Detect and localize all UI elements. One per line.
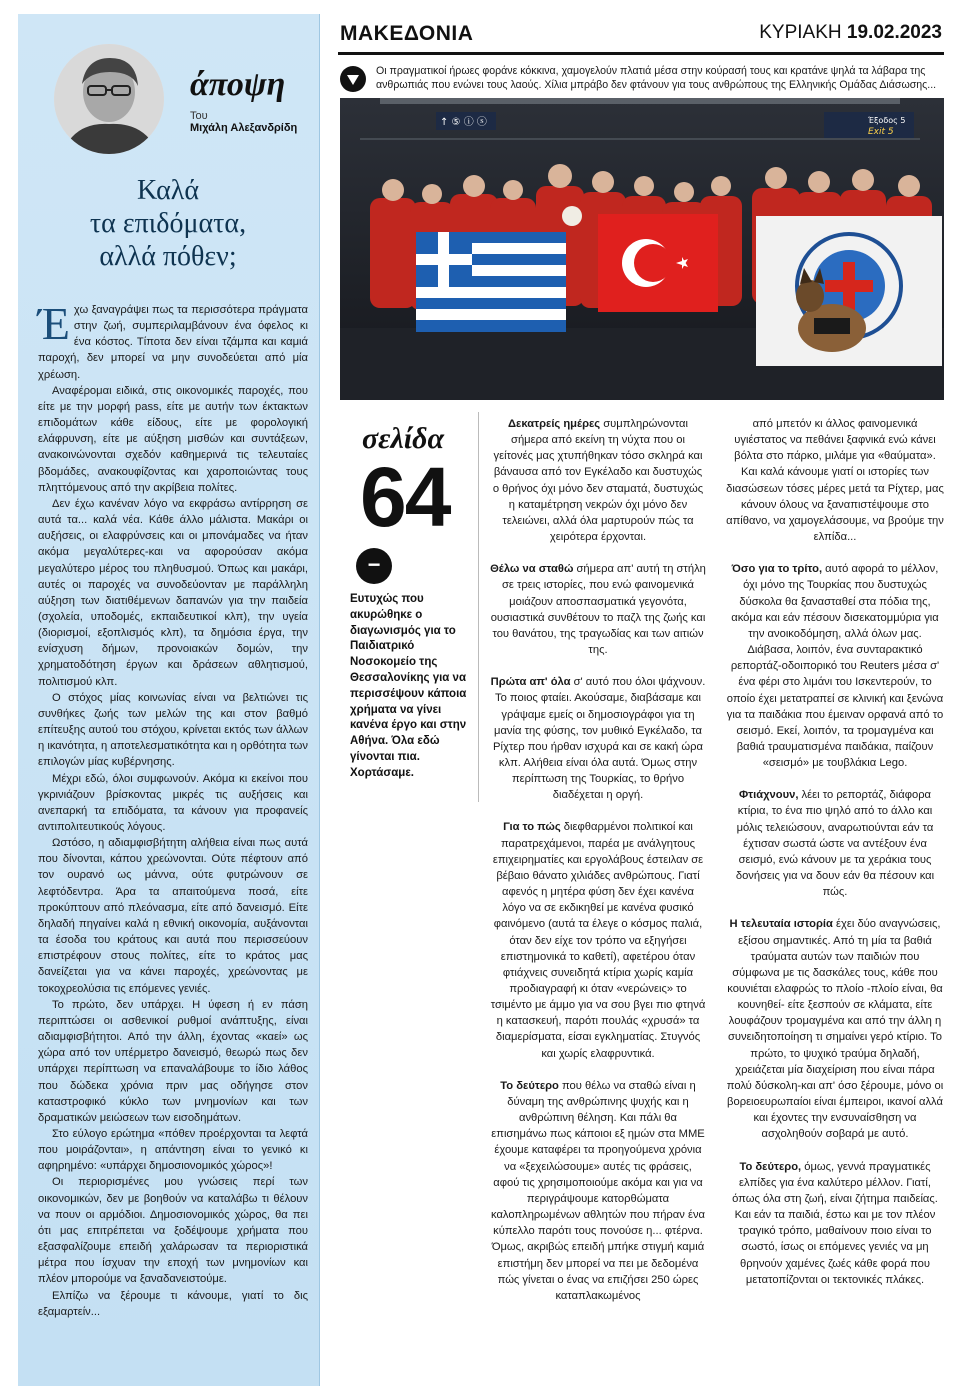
opinion-paragraph: Ελπίζω να ξέρουμε τι κάνουμε, γιατί το δις εξαμαρτείν... xyxy=(38,1289,308,1318)
article-paragraph: Πρώτα απ' όλα σ' αυτό που όλοι ψάχνουν. Το ποιος φταίει. Ακούσαμε, διαβάσαμε και γράψαμε εμείς οι δημοσιογράφοι για τη μανία της φύσης, τον μυθικό Εγκέλαδο, τα Ρίχτερ που ήρθαν ισχυρά και σε κακή ώρα κλπ. Αλήθεια είναι όλα αυτά. Όμως στην περίπτωση της Τουρκίας, το θρήνο διαδέχεται η οργή. xyxy=(490,676,706,802)
minus-icon: − xyxy=(356,548,392,584)
article-column-b xyxy=(726,416,944,1304)
issue-date xyxy=(759,22,942,44)
pull-quote-text: Ευτυχώς που ακυρώθηκε ο διαγωνισμός για το Παιδιατρικό Νοσοκομείο της Θεσσαλονίκης για να περισσέψουν κάποια χρήματα να γίνει κανένα έργο και στην Αθήνα. Όλα εδώ γίνονται πια. Χορτάσαμε. xyxy=(350,593,467,779)
greek-flag xyxy=(416,232,566,332)
opinion-column xyxy=(18,14,320,1386)
newspaper-masthead: ΜΑΚΕΔΟΝΙΑ xyxy=(340,22,474,45)
sign-left: ↑ ⑤ ⓘ ⓢ xyxy=(440,117,487,128)
author-photo-icon xyxy=(54,44,164,154)
section-label: άποψη xyxy=(190,66,286,103)
pull-quote-number: 64 xyxy=(360,450,450,544)
opinion-paragraph: Ωστόσο, η αδιαμφισβήτητη αλήθεια είναι πως αυτά που δίνονται, κάπου χρεώνονται. Ούτε πέφτουν από τον ουρανό ως μάννα, ούτε φυτρώνουν σε λεφτόδεντρα. Άρα τα απαιτούμενα ποσά, είτε προκύπτουν από πλεόνασμα, είτε από δανεισμό. Είτε δηλαδή πηγαίνει καλά η εθνική οικονομία, αυξάνονται τα έσοδα του κράτους και αυτά που περισσεύουν επιστρέφουν στους πολίτες, είτε το κράτος μας δανείζεται για να κάνει παροχές, χρεώνοντας με τοκοχρεολύσια τις επόμενες γενιές. xyxy=(38,837,308,995)
issue-date-value: 19.02.2023 xyxy=(846,22,942,43)
turkish-flag xyxy=(598,214,718,312)
pull-quote-label: σελίδα xyxy=(362,422,445,455)
pull-quote xyxy=(340,412,472,802)
sign-right-en: Exit 5 xyxy=(868,127,894,137)
opinion-body xyxy=(38,298,308,1320)
opinion-paragraph: Δεν έχω κανέναν λόγο να εκφράσω αντίρρηση σε αυτά τα... καλά νέα. Κάθε άλλο μάλιστα. Μακάρι οι αυξήσεις, οι ελαφρύνσεις και οι μπονάμαδες να ήταν ακόμα μεγαλύτερες-και να αφορούσαν ακόμα μεγαλύτερο μέρος του πληθυσμού. Όπως και μακάρι, αυτές οι παροχές να συνοδεύονταν με παράλληλη αύξηση των διατιθέμενων δαπανών για την παιδεία (σχολεία, υποδομές, εκπαιδευτικοί κλπ), την υγεία (διορισμοί, εξοπλισμός κλπ), τα δημόσια έργα, την ενίσχυση δήμων, προνοιακών δομών, την χρηματοδότηση έργων και δράσεων αθλητισμού, πολιτισμού κλπ. xyxy=(38,497,308,688)
author-prefix: Του xyxy=(190,110,208,122)
author-portrait xyxy=(54,44,164,154)
article-paragraph: Θέλω να σταθώ σήμερα απ' αυτή τη στήλη σε τρεις ιστορίες, που ενώ φαινομενικά μοιάζουν αποσπασματικά γεγονότα, ουσιαστικά συνθέτουν το παζλ της ζωής και του θανάτου, της τραγωδίας και των αιτιών της. xyxy=(490,563,706,657)
opinion-paragraph: Ο στόχος μίας κοινωνίας είναι να βελτιώνει τις συνθήκες ζωής των μελών της και στον βαθμό επίτευξης αυτού του στόχου, κρίνεται εκτός των άλλων η ικανότητα, η αποτελεσματικότητα και η ορθότητα των επιλογών μίας κυβέρνησης. xyxy=(38,691,308,769)
author-name: Μιχάλη Αλεξανδρίδη xyxy=(190,122,298,134)
article-paragraph: Το δεύτερο που θέλω να σταθώ είναι η δύναμη της ανθρώπινης ψυχής και η ανθρώπινη θέληση. Και πάλι θα επισημάνω πως κάποιοι εξ ημών στα ΜΜΕ έχουμε καταφέρει τα προηγούμενα χρόνια να «ξεχειλώσουμε» αυτές τις φράσεις, αφού τις χρησιμοποιούμε ακόμα και για να περιγράψουμε κατορθώματα καλοπληρωμένων αθλητών που πήραν ένα κύπελλο παρότι τους πονούσε η... φτέρνα. Όμως, ακριβώς επειδή μπήκε στιγμή καμιά επιστήμη δεν μπορεί να πει με δεδομένα πώς γίνεται ο ένας να επιζήσει 250 ώρες καταπλακωμένος xyxy=(490,1079,706,1302)
rescue-team-photo-illustration xyxy=(340,98,944,400)
article-column-a xyxy=(490,416,706,1320)
opinion-paragraph: Οι περιορισμένες μου γνώσεις περί των οικονομικών, δεν με βοηθούν να καταλάβω τι θέλουν να πουν οι αρμόδιοι. Δημοσιονομικός χώρος, θα πει ότι μας επιτρέπεται να ξοδέψουμε χρήματα που εξασφαλίζουμε επειδή χαλάρωσαν τα περιοριστικά μέτρα που ίσχυαν την εποχή των μνημονίων και πλέον μπορούμε να ξαναδανειστούμε. xyxy=(38,1176,308,1286)
opinion-paragraph: Έχω ξαναγράψει πως τα περισσότερα πράγματα στην ζωή, συμπεριλαμβάνουν ένα όφελος κι ένα κόστος. Τίποτα δεν είναι τζάμπα και καμιά παροχή, δεν μπορεί να μην συνοδεύεται από μία χρέωση. xyxy=(38,298,308,381)
header-rule xyxy=(338,52,944,55)
headline-line: τα επιδόματα, xyxy=(89,208,247,239)
issue-day: ΚΥΡΙΑΚΗ xyxy=(759,22,842,43)
opinion-paragraph: Στο εύλογο ερώτημα «πόθεν προέρχονται τα λεφτά που μοιράζονται», η απάντηση είναι το γενικό κι αφηρημένο: «υπάρχει δημοσιονομικός χώρος»! xyxy=(38,1127,308,1173)
article-paragraph: από μπετόν κι άλλος φαινομενικά υγιέστατος να πεθάνει ξαφνικά ενώ κάνει βόλτα στο πάρκο, μιλάμε για «θαύματα». Και καλά κάνουμε γιατί οι ιστορίες των διασώσεων τόσες μέρες μετά τα Ρίχτερ, μας κάνουν όλους να ξαναπιστέψουμε στο απίθανο, να χαμογελάσουμε, να βρούμε την ελπίδα... xyxy=(726,418,944,544)
article-paragraph: Φτιάχνουν, λέει το ρεπορτάζ, διάφορα κτίρια, το ένα πιο ψηλό από το άλλο και μόλις τελειώσουν, αναρωτιούνται εάν τα έχτισαν σωστά ώστε να αντέξουν ένα σεισμό, ενώ κάνουν με τα χεράκια τους δονήσεις για να δουν εάν θα πέσουν και πώς. xyxy=(735,789,935,899)
opinion-headline xyxy=(18,174,318,273)
opinion-paragraph: Μέχρι εδώ, όλοι συμφωνούν. Ακόμα κι εκείνοι που γκρινιάζουν βρίσκοντας μικρές τις αυξήσεις και ανεπαρκή τα επιδόματα, τα κάνουν για προφανείς αντιπολιτευτικούς λόγους. xyxy=(38,772,308,833)
article-paragraph: Το δεύτερο, όμως, γεννά πραγματικές ελπίδες για ένα καλύτερο μέλλον. Γιατί, όπως όλα στη ζωή, είναι ζήτημα παιδείας. Και εάν τα παιδιά, έστω και με τον πλέον τραγικό τρόπο, μαθαίνουν ποιο είναι το σωστό, ίσως οι επόμενες γενιές να μη θρηνούν χαμένες ζωές κάθε φορά που μετατοπίζονται οι τεκτονικές πλάκες. xyxy=(732,1160,938,1286)
opinion-paragraph: Το πρώτο, δεν υπάρχει. Η ύφεση ή εν πάση περιπτώσει οι ασθενικοί ρυθμοί ανάπτυξης, είναι αδιαμφισβήτητοι. Από την άλλη, έχοντας «καεί» ως χώρα από τον υπέρμετρο δανεισμό, θεωρώ πως δεν υπάρχει περίπτωση να επαναλάβουμε το ίδιο λάθος που δώδεκα χρόνια πριν μας οδήγησε στον καταστροφικό κύκλο των μνημονίων και των δραματικών μειώσεων των εισοδημάτων. xyxy=(38,998,308,1124)
article-paragraph: Η τελευταία ιστορία έχει δύο αναγνώσεις, εξίσου σημαντικές. Από τη μία τα βαθιά τραύματα αυτών των παιδιών που σύμφωνα με τις δασκάλες τους, κάθε που κουνιέται ελαφρώς το πλοίο -πλοίο είναι, θα κουνηθεί- είτε ξεσπούν σε κλάματα, είτε λουφάζουν τρομαγμένα και από την άλλη η συνειδητοποίηση τι σημαίνει γερό κτίριο. Το πρώτο, το ψυχικό τραύμα δηλαδή, χρειάζεται μία διαχείριση που είναι πάρα πολύ δύσκολη-και απ' όσο ξέρουμε, μόνο οι βορειοευρωπαίοι είναι έμπειροι, ικανοί αλλά και έχοντες την ενσυναίσθηση να ασχοληθούν σοβαρά με αυτό. xyxy=(726,918,944,1141)
column-divider xyxy=(478,412,479,802)
headline-line: αλλά πόθεν; xyxy=(99,241,237,272)
sign-right-gr: Έξοδος 5 xyxy=(868,116,906,125)
headline-line: Καλά xyxy=(136,175,200,206)
article-paragraph: Για το πώς διεφθαρμένοι πολιτικοί και παρατρεχάμενοι, παρέα με ανάλγητους επιχειρηματίες και εργολάβους έστειλαν σε βέβαιο θάνατο χιλιάδες ανθρώπους. Γιατί αφενός η μητέρα φύση δεν έχει κανένα λόγο να σε εκδικηθεί με κανένα φυσικό φαινόμενο (αυτά τα έλεγε ο κόσμος παλιά, όταν δεν είχε τον τρόπο να εξηγήσει επιστημονικά το καθετί), αφετέρου όταν φτιάχνεις συνειδητά κτίρια χωρίς καμία προδιαγραφή κι όταν «νερώνεις» το τσιμέντο με άμμο για να σου βγει πιο φτηνά η κατασκευή, παρότι πουλάς «χρυσά» τα διαμερίσματα, είσαι εγκληματίας. Στυγνός και χωρίς ελαφρυντικά. xyxy=(490,821,706,1060)
dropcap: Έ xyxy=(38,298,70,349)
article-paragraph: Όσο για το τρίτο, αυτό αφορά το μέλλον, όχι μόνο της Τουρκίας που δυστυχώς δύσκολα θα ξανασταθεί στα πόδια της, ακόμα και εάν πέσουν δισεκατομμύρια για την ανοικοδόμηση, αλλά όλων μας. Διάβασα, λοιπόν, ένα συνταρακτικό ρεπορτάζ-οδοιπορικό του Reuters μέσα σ' ένα φέρι στο λιμάνι του Ισκεντερούν, το οποίο έχει μετατραπεί σε κλινική και ξενώνα για τα παιδάκια που έμειναν ορφανά από το σεισμό. Εκεί, λοιπόν, τα τρομαγμένα και βαθιά τραυματισμένα παιδάκια, παίζουν «σεισμό» με τουβλάκια Lego. xyxy=(726,563,944,770)
article-paragraph: Δεκατρείς ημέρες συμπληρώνονται σήμερα από εκείνη τη νύχτα που οι γείτονές μας χτυπήθηκαν τόσο σκληρά και βάναυσα από τον Εγκέλαδο και δυστυχώς ο θρήνος όχι μόνο δεν σταματά, δυστυχώς η καταμέτρηση νεκρών όχι μόνο δεν τελειώνει, αλλά όλα μαρτυρούν πώς τα χειρότερα έρχονται. xyxy=(492,418,704,544)
rescue-team-photo xyxy=(340,98,944,400)
caption-arrow-icon xyxy=(340,66,366,92)
photo-caption: Οι πραγματικοί ήρωες φοράνε κόκκινα, χαμογελούν πλατιά μέσα στην κούρασή τους και κρατάνε ψηλά τα λάβαρα της ανθρωπιάς που ενώνει τους λαούς. Χίλια μπράβο δεν φτάνουν για τους ανθρώπους της Ελληνικής Ομάδας Διάσωσης... xyxy=(376,65,937,91)
opinion-paragraph: Αναφέρομαι ειδικά, στις οικονομικές παροχές, που είτε με την μορφή pass, είτε με αυτήν των έκτακτων επιδομάτων κάθε είδους, είτε με φορολογική ελάφρυνση, είτε με αύξηση μισθών και συντάξεων, ανακοινώνονται σχεδόν καθημερινά τις τελευταίες βδομάδες, ανακουφίζοντας και χαροποιώντας τους πληττόμενους από την ακρίβεια πολίτες. xyxy=(38,384,308,494)
